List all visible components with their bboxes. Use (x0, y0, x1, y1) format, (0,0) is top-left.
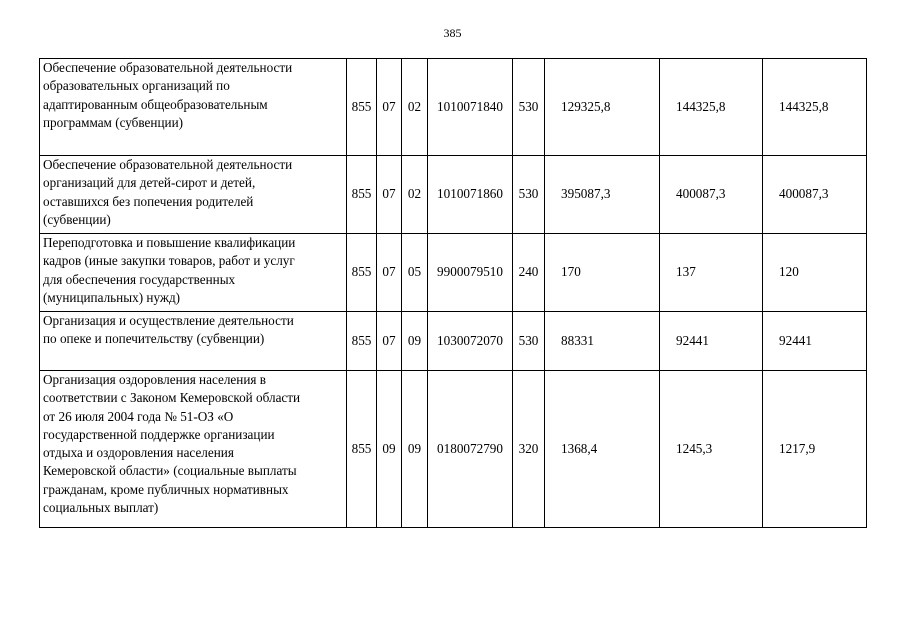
row-description (40, 371, 347, 528)
cell-subsection: 02 (402, 156, 428, 234)
cell-amount-year-3: 144325,8 (763, 59, 867, 156)
cell-expense-type: 530 (513, 59, 545, 156)
cell-target-article: 1030072070 (428, 312, 513, 371)
description-line: Переподготовка и повышение квалификации (43, 235, 296, 250)
cell-amount-year-3: 1217,9 (763, 371, 867, 528)
page-number: 385 (443, 26, 462, 40)
cell-amount-year-2: 1245,3 (660, 371, 763, 528)
description-line: Обеспечение образовательной деятельности (43, 157, 293, 172)
row-description (40, 312, 347, 371)
description-line: организаций для детей-сирот и детей, (43, 175, 256, 191)
cell-section: 07 (377, 312, 402, 371)
description-line: образовательных организаций по (43, 78, 230, 94)
cell-target-article: 1010071860 (428, 156, 513, 234)
cell-amount-year-3: 92441 (763, 312, 867, 371)
row-description (40, 234, 347, 312)
table-row (40, 234, 867, 312)
table-row (40, 59, 867, 156)
cell-amount-year-3: 400087,3 (763, 156, 867, 234)
cell-subsection: 09 (402, 312, 428, 371)
description-line: (муниципальных) нужд) (43, 289, 181, 305)
description-line: Организация оздоровления населения в (43, 372, 266, 387)
table-row (40, 371, 867, 528)
description-line: для обеспечения государственных (43, 271, 236, 287)
cell-target-article: 9900079510 (428, 234, 513, 312)
cell-target-article: 1010071840 (428, 59, 513, 156)
cell-amount-year-1: 88331 (545, 312, 660, 371)
description-line: Кемеровской области» (социальные выплаты (43, 463, 297, 479)
cell-department-code: 855 (347, 312, 377, 371)
description-line: гражданам, кроме публичных нормативных (43, 481, 289, 497)
cell-department-code: 855 (347, 234, 377, 312)
cell-expense-type: 530 (513, 156, 545, 234)
description-line: от 26 июля 2004 года № 51-ОЗ «О (43, 408, 234, 424)
cell-section: 07 (377, 59, 402, 156)
description-line: (субвенции) (43, 211, 111, 227)
cell-amount-year-2: 137 (660, 234, 763, 312)
cell-department-code: 855 (347, 59, 377, 156)
description-line: кадров (иные закупки товаров, работ и услуг (43, 253, 295, 269)
cell-subsection: 02 (402, 59, 428, 156)
description-line: адаптированным общеобразовательным (43, 96, 268, 112)
cell-department-code: 855 (347, 371, 377, 528)
description-line: по опеке и попечительству (субвенции) (43, 331, 265, 347)
row-description (40, 59, 347, 156)
cell-expense-type: 320 (513, 371, 545, 528)
cell-subsection: 05 (402, 234, 428, 312)
row-description (40, 156, 347, 234)
description-line: государственной поддержке организации (43, 426, 275, 442)
description-line: соответствии с Законом Кемеровской области (43, 390, 301, 406)
cell-amount-year-1: 170 (545, 234, 660, 312)
cell-section: 07 (377, 156, 402, 234)
cell-amount-year-2: 400087,3 (660, 156, 763, 234)
cell-amount-year-2: 92441 (660, 312, 763, 371)
cell-department-code: 855 (347, 156, 377, 234)
cell-amount-year-3: 120 (763, 234, 867, 312)
description-line: отдыха и оздоровления населения (43, 445, 234, 461)
cell-expense-type: 530 (513, 312, 545, 371)
cell-target-article: 0180072790 (428, 371, 513, 528)
description-line: программам (субвенции) (43, 114, 184, 130)
description-line: Организация и осуществление деятельности (43, 313, 294, 328)
cell-section: 09 (377, 371, 402, 528)
description-line: социальных выплат) (43, 500, 159, 516)
cell-amount-year-1: 129325,8 (545, 59, 660, 156)
cell-subsection: 09 (402, 371, 428, 528)
description-line: Обеспечение образовательной деятельности (43, 60, 293, 75)
cell-amount-year-2: 144325,8 (660, 59, 763, 156)
table-row (40, 156, 867, 234)
cell-amount-year-1: 395087,3 (545, 156, 660, 234)
budget-table (39, 58, 867, 528)
description-line: оставшихся без попечения родителей (43, 193, 254, 209)
cell-section: 07 (377, 234, 402, 312)
table-row (40, 312, 867, 371)
cell-expense-type: 240 (513, 234, 545, 312)
cell-amount-year-1: 1368,4 (545, 371, 660, 528)
